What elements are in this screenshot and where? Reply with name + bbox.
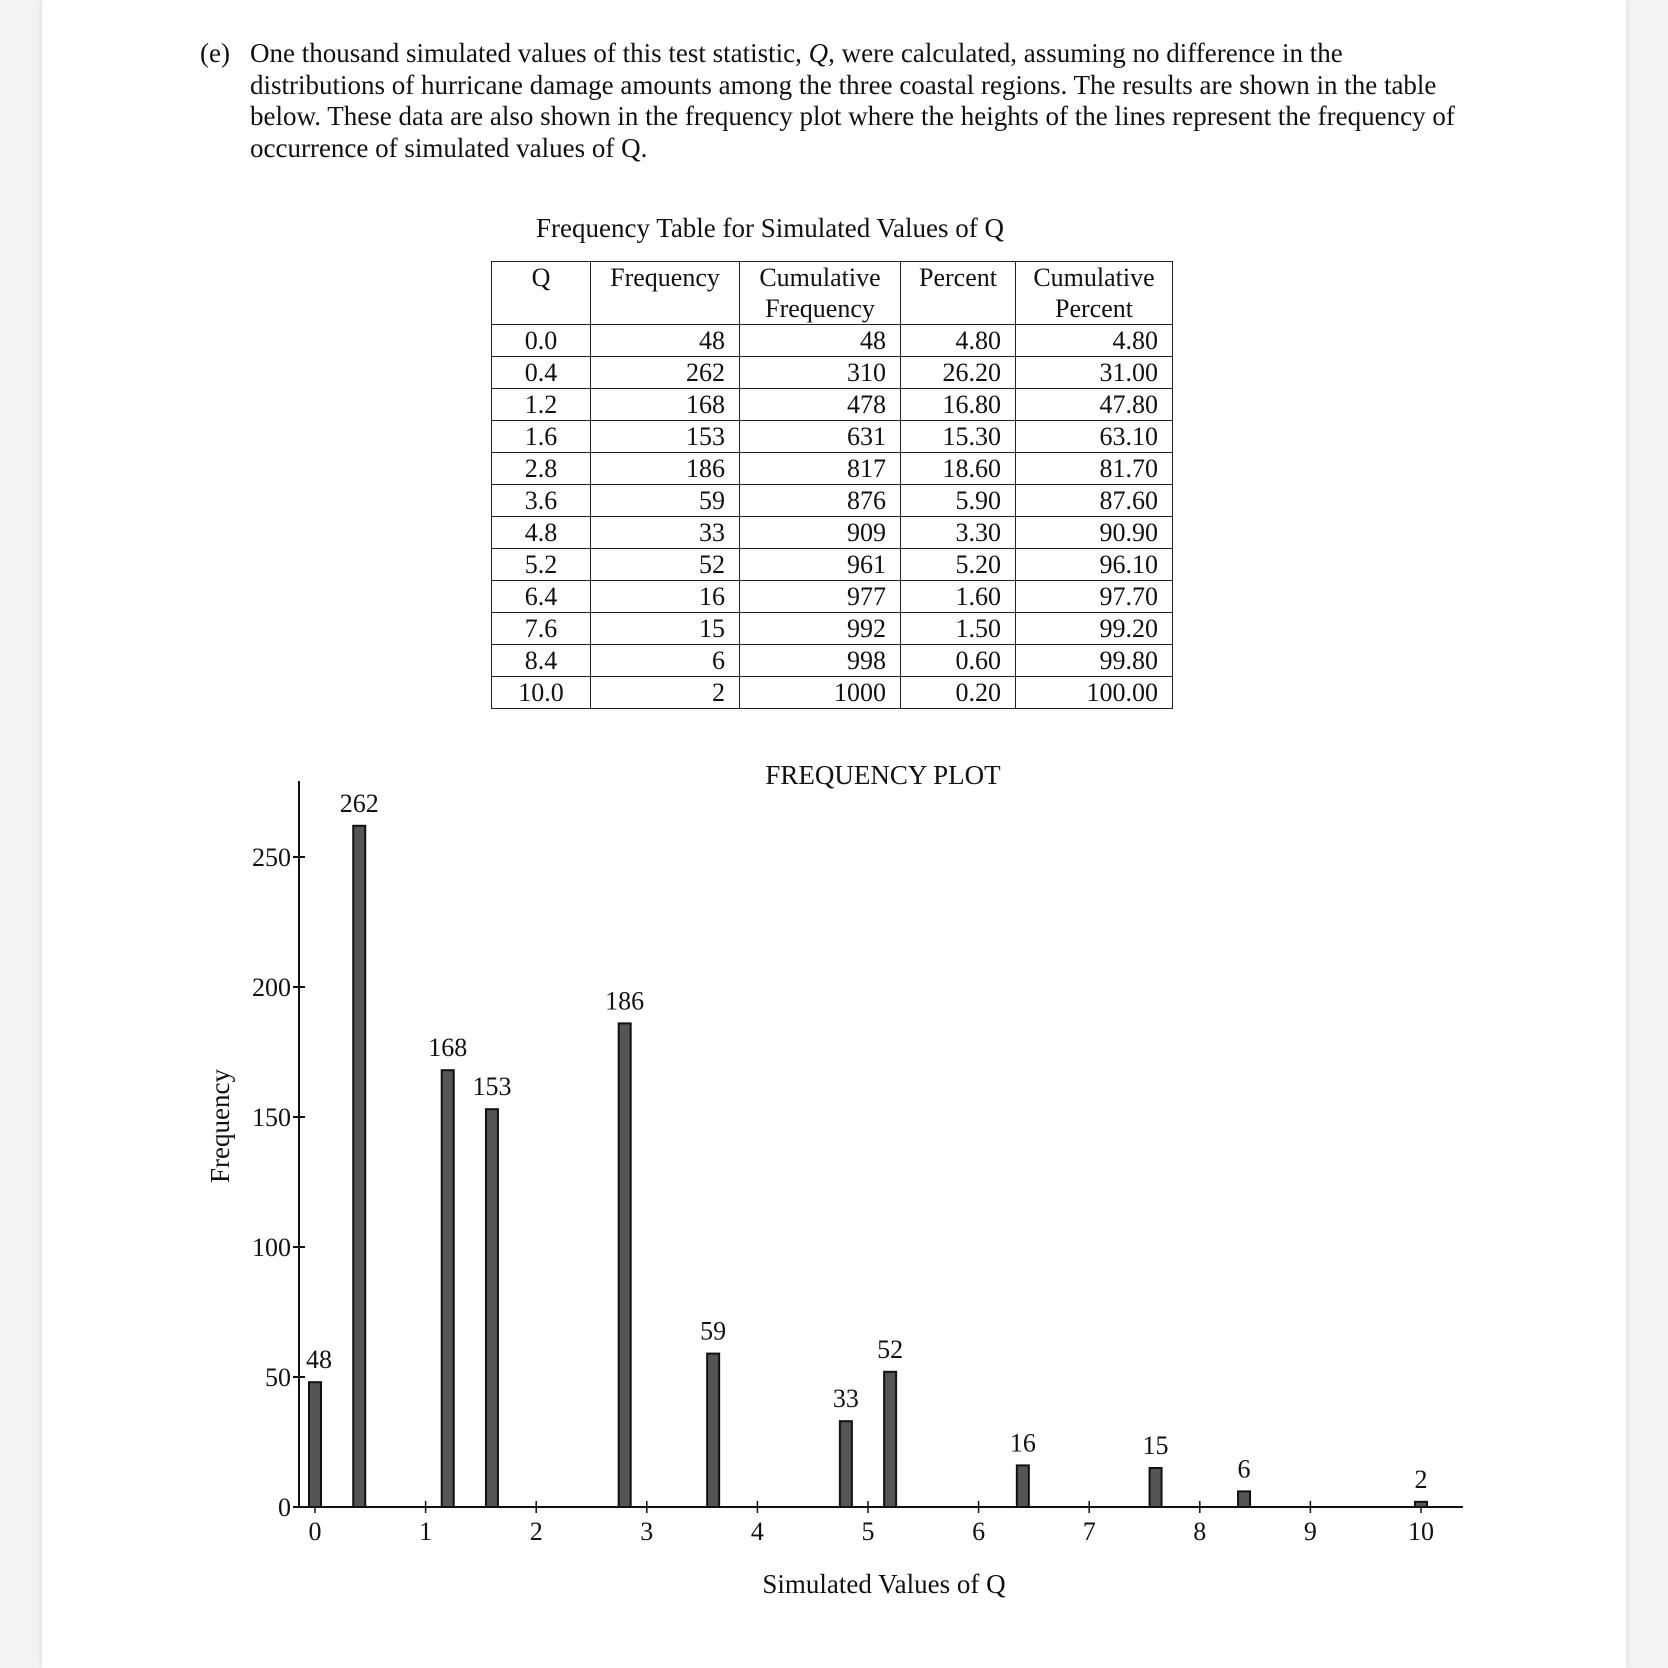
bar-data-label: 2 [1414,1464,1428,1494]
bar [840,1421,852,1507]
x-tick-label: 2 [529,1517,543,1546]
cell-percent: 18.60 [901,453,1016,485]
x-tick-label: 6 [972,1517,986,1546]
cell-frequency: 48 [591,325,740,357]
cell-q: 7.6 [492,613,591,645]
cell-cumulative-percent: 87.60 [1016,485,1173,517]
cell-cumulative-frequency: 992 [740,613,901,645]
cell-frequency: 33 [591,517,740,549]
header-cumulative-percent: Cumulative Percent [1016,262,1173,325]
bar-data-label: 168 [428,1033,468,1063]
table-title: Frequency Table for Simulated Values of Q [535,213,1004,243]
cell-q: 2.8 [492,453,591,485]
y-tick-label: 200 [252,973,291,1002]
cell-q: 0.4 [492,357,591,389]
cell-cumulative-percent: 63.10 [1016,421,1173,453]
y-tick-label: 250 [252,843,291,872]
cell-percent: 3.30 [901,517,1016,549]
cell-frequency: 16 [591,581,740,613]
bar-data-label: 33 [832,1384,859,1414]
cell-q: 1.2 [492,389,591,421]
bar [1017,1465,1029,1507]
cell-cumulative-percent: 90.90 [1016,517,1173,549]
bar [884,1372,896,1507]
cell-cumulative-frequency: 961 [740,549,901,581]
x-tick-label: 1 [419,1517,433,1546]
bar-data-label: 153 [472,1072,512,1102]
cell-cumulative-frequency: 48 [740,325,901,357]
cell-cumulative-frequency: 817 [740,453,901,485]
bar-data-label: 59 [700,1316,727,1346]
x-tick-label: 5 [861,1517,875,1546]
cell-frequency: 262 [591,357,740,389]
x-tick-label: 10 [1408,1517,1434,1546]
cell-q: 3.6 [492,485,591,517]
x-tick-label: 7 [1082,1517,1096,1546]
cell-frequency: 168 [591,389,740,421]
cell-percent: 5.90 [901,485,1016,517]
cell-percent: 15.30 [901,421,1016,453]
cell-frequency: 186 [591,453,740,485]
bar [486,1109,498,1507]
cell-q: 10.0 [492,677,591,709]
cell-percent: 4.80 [901,325,1016,357]
bar [1415,1502,1427,1507]
cell-cumulative-frequency: 909 [740,517,901,549]
cell-percent: 26.20 [901,357,1016,389]
bars [309,826,1427,1507]
bar-data-label: 186 [605,986,645,1016]
cell-cumulative-frequency: 1000 [740,677,901,709]
bar-data-label: 6 [1237,1454,1251,1484]
bar [442,1070,454,1507]
x-tick-label: 9 [1303,1517,1317,1546]
x-tick-label: 0 [308,1517,322,1546]
x-tick-label: 4 [750,1517,764,1546]
y-tick-label: 150 [252,1103,291,1132]
bar-labels [306,789,1428,1494]
bar [309,1382,321,1507]
y-ticks [252,843,305,1522]
plot-title: FREQUENCY PLOT [765,760,1001,790]
bar-data-label: 16 [1009,1428,1036,1458]
cell-frequency: 59 [591,485,740,517]
header-cumulative-frequency: Cumulative Frequency [740,262,901,325]
cell-q: 1.6 [492,421,591,453]
cell-cumulative-percent: 81.70 [1016,453,1173,485]
cell-q: 4.8 [492,517,591,549]
stat-symbol: Q [808,38,829,68]
bar [353,826,365,1507]
cell-cumulative-percent: 96.10 [1016,549,1173,581]
x-tick-label: 3 [640,1517,654,1546]
cell-cumulative-percent: 99.80 [1016,645,1173,677]
cell-frequency: 2 [591,677,740,709]
cell-frequency: 153 [591,421,740,453]
cell-cumulative-frequency: 478 [740,389,901,421]
header-percent: Percent [901,262,1016,325]
cell-cumulative-frequency: 876 [740,485,901,517]
cell-q: 0.0 [492,325,591,357]
bar-data-label: 262 [339,788,379,818]
cell-percent: 1.50 [901,613,1016,645]
bar-data-label: 15 [1142,1431,1169,1460]
y-tick-label: 0 [278,1493,291,1522]
y-tick-label: 100 [252,1233,291,1262]
cell-q: 6.4 [492,581,591,613]
header-q: Q [492,262,591,325]
cell-frequency: 52 [591,549,740,581]
bar [619,1023,631,1507]
cell-frequency: 6 [591,645,740,677]
cell-percent: 0.20 [901,677,1016,709]
cell-percent: 0.60 [901,645,1016,677]
cell-cumulative-frequency: 631 [740,421,901,453]
cell-cumulative-frequency: 998 [740,645,901,677]
header-frequency: Frequency [591,262,740,325]
y-tick-label: 50 [265,1363,291,1392]
cell-cumulative-percent: 47.80 [1016,389,1173,421]
cell-percent: 16.80 [901,389,1016,421]
cell-cumulative-percent: 97.70 [1016,581,1173,613]
bar-data-label: 52 [877,1334,904,1364]
cell-percent: 5.20 [901,549,1016,581]
question-text: One thousand simulated values of this test statistic, Q, were calculated, assuming no difference in the distributions of hurricane damage amounts among the three coastal regions. The results are shown in the table below. These data are also shown in the frequency plot where the heights of the lines represent the frequency of occurrence of simulated values of Q. [250,38,1455,163]
x-tick-label: 8 [1193,1517,1207,1546]
bar [1238,1491,1250,1507]
cell-q: 8.4 [492,645,591,677]
cell-q: 5.2 [492,549,591,581]
cell-cumulative-percent: 100.00 [1016,677,1173,709]
cell-cumulative-percent: 4.80 [1016,325,1173,357]
bar [1150,1468,1162,1507]
y-axis-label: Frequency [205,1069,235,1183]
x-axis-label: Simulated Values of Q [762,1569,1006,1599]
bar [707,1354,719,1507]
part-label: (e) [200,38,230,68]
cell-frequency: 15 [591,613,740,645]
cell-cumulative-percent: 31.00 [1016,357,1173,389]
cell-cumulative-percent: 99.20 [1016,613,1173,645]
cell-percent: 1.60 [901,581,1016,613]
bar-data-label: 48 [306,1345,332,1375]
cell-cumulative-frequency: 310 [740,357,901,389]
cell-cumulative-frequency: 977 [740,581,901,613]
